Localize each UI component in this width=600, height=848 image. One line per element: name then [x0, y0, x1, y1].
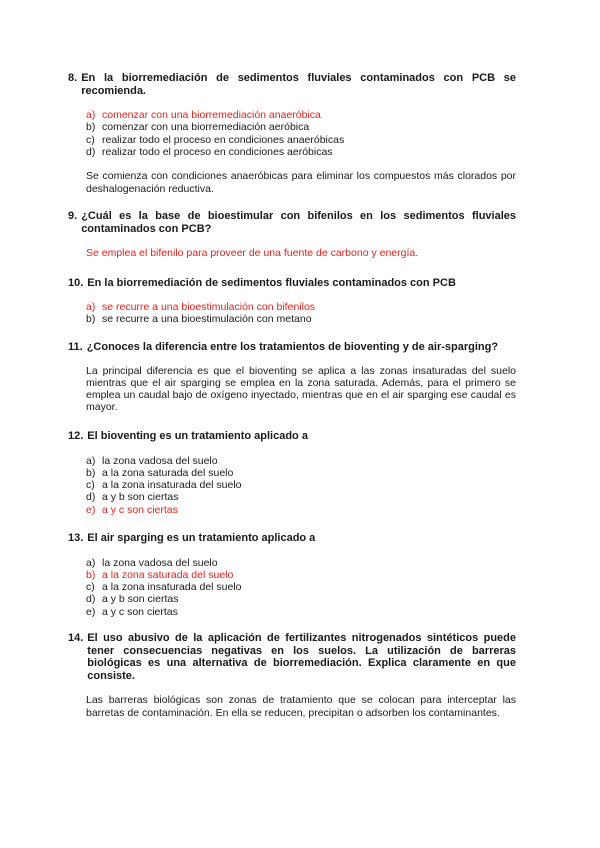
question-11-heading — [68, 341, 516, 354]
question-number: 12. — [68, 430, 84, 442]
question-number: 10. — [68, 277, 84, 289]
question-14 — [68, 632, 516, 719]
question-number: 8. — [68, 72, 78, 84]
question-text: En la biorremediación de sedimentos fluviales contaminados con PCB — [87, 277, 456, 289]
question-13-options — [68, 557, 516, 618]
option-c: c) a la zona insaturada del suelo — [86, 479, 242, 492]
question-12-heading — [68, 430, 516, 443]
question-text: El air sparging es un tratamiento aplicado a — [87, 532, 316, 544]
question-10 — [68, 277, 516, 325]
question-number: 13. — [68, 532, 84, 544]
question-8-options — [68, 109, 516, 158]
question-text: ¿Conoces la diferencia entre los tratamientos de bioventing y de air-sparging? — [86, 341, 499, 353]
question-13 — [68, 532, 516, 618]
question-10-heading — [68, 277, 516, 290]
question-14-answer: Las barreras biológicas son zonas de tratamiento que se colocan para interceptar las barretas de contaminación. En ella se reducen, precipitan o adsorben los contaminantes. — [86, 694, 516, 719]
question-9-heading — [68, 210, 516, 235]
option-b: b) comenzar con una biorremediación aeróbica — [86, 121, 310, 134]
question-9-answer: Se emplea el bifenilo para proveer de una fuente de carbono y energía. — [86, 247, 419, 260]
option-a: a) la zona vadosa del suelo — [86, 454, 218, 467]
option-c: c) realizar todo el proceso en condiciones anaeróbicas — [86, 133, 345, 146]
question-14-heading — [68, 632, 516, 682]
option-a-correct: a) comenzar con una biorremediación anaeróbica — [86, 109, 321, 122]
option-e: e) a y c son ciertas — [86, 605, 178, 618]
question-number: 9. — [68, 210, 78, 222]
option-d: d) a y b son ciertas — [86, 593, 179, 606]
question-number: 11. — [68, 341, 83, 353]
option-b: b) se recurre a una bioestimulación con metano — [86, 312, 312, 325]
question-10-options — [68, 301, 516, 326]
option-c: c) a la zona insaturada del suelo — [86, 581, 242, 594]
option-e-correct: e) a y c son ciertas — [86, 503, 178, 516]
question-number: 14. — [68, 632, 84, 644]
question-8-explanation: Se comienza con condiciones anaeróbicas para eliminar los compuestos más clorados por deshalogenación reductiva. — [86, 170, 516, 195]
question-12-options — [68, 455, 516, 516]
question-text: ¿Cuál es la base de bioestimular con bifenilos en los sedimentos fluviales contaminados con PCB? — [81, 210, 516, 235]
option-d: d) a y b son ciertas — [86, 491, 179, 504]
question-text: El bioventing es un tratamiento aplicado a — [87, 430, 308, 442]
question-11-answer: La principal diferencia es que el bioventing se aplica a las zonas insaturadas del suelo mientras que el air sparging se emplea en la zona saturada. Además, para el primero se emplea un caudal bajo de oxígeno inyectado, mientras que en el air sparging ese caudal es mayor. — [86, 364, 516, 414]
option-b: b) a la zona saturada del suelo — [86, 466, 234, 479]
question-text: En la biorremediación de sedimentos fluviales contaminados con PCB se recomienda. — [81, 72, 516, 97]
question-11 — [68, 341, 516, 414]
option-b-correct: b) a la zona saturada del suelo — [86, 568, 234, 581]
option-d: d) realizar todo el proceso en condiciones aeróbicas — [86, 146, 333, 159]
option-a: a) la zona vadosa del suelo — [86, 556, 218, 569]
question-13-heading — [68, 532, 516, 545]
question-12 — [68, 430, 516, 516]
question-9 — [68, 210, 516, 259]
question-8-heading — [68, 72, 516, 97]
question-8 — [68, 72, 516, 195]
option-a-correct: a) se recurre a una bioestimulación con bifenilos — [86, 300, 316, 313]
question-text: El uso abusivo de la aplicación de fertilizantes nitrogenados sintéticos puede tener consecuencias negativas en los suelos. La utilización de barreras biológicas es una alternativa de biorremediación. Explica claramente en que consiste. — [87, 632, 516, 682]
